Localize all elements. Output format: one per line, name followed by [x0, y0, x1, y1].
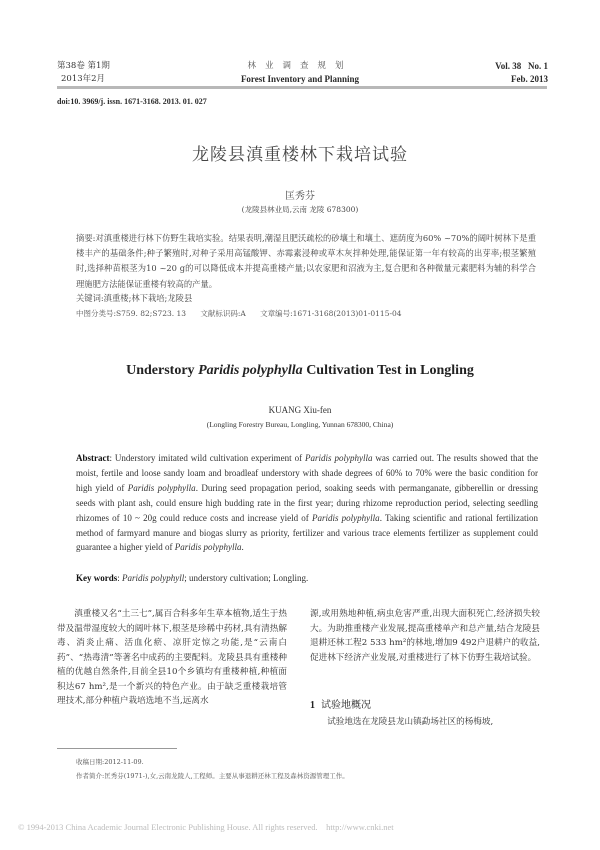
abstract-en — [76, 451, 538, 555]
abstract-label: Abstract — [76, 453, 110, 463]
title-en-pre: Understory — [126, 363, 199, 378]
title-cn: 龙陵县滇重楼林下栽培试验 — [192, 145, 408, 165]
keywords-label: Key words — [76, 573, 118, 583]
keywords-rest: ; understory cultivation; Longling. — [184, 573, 309, 583]
header-rule — [57, 86, 547, 89]
volume-issue-cn: 第38卷 第1期 — [57, 61, 110, 71]
date-en: Feb. 2013 — [511, 74, 548, 84]
journal-name-en: Forest Inventory and Planning — [240, 74, 360, 84]
author-cn: 匡秀芬 — [285, 191, 315, 202]
species-name: Paridis polyphylla — [312, 512, 380, 523]
footnote-author-bio: 作者简介:匡秀芬(1971-),女,云南龙陵人,工程师。主要从事退耕还林工程及森林资源管理工作。 — [76, 772, 349, 780]
doi[interactable]: doi:10. 3969/j. issn. 1671-3168. 2013. 01. 027 — [57, 97, 207, 106]
affiliation-cn: (龙陵县林业局,云南 龙陵 678300) — [241, 205, 359, 214]
species-name: Paridis polyphylla — [127, 482, 196, 493]
section-1-paragraph: 试验地选在龙陵县龙山镇勐场社区的杨梅坡, — [327, 717, 494, 727]
abstract-text: . — [241, 542, 244, 553]
intro-paragraph-cont: 源,或用熟地种植,病虫危害严重,出现大面积死亡,经济损失较大。为助推重楼产业发展,提高重楼单产和总产量,结合龙陵县退耕还林工程2 533 hm²的林地,增加9 492户退耕户的收益,促进林下经济产业发展,对重楼进行了林下仿野生栽培试验。 — [310, 609, 540, 663]
intro-paragraph: 滇重楼又名“土三七”,属百合科多年生草本植物,适生于热带及温带湿度较大的阔叶林下,根茎是珍稀中药材,具有清热解毒、消炎止痛、活血化瘀、凉肝定惊之功能,是“云南白药”、“热毒清”等著名中成药的主要配料。龙陵县具有重楼种植的优越自然条件,目前全县10个乡镇均有重楼种植,种植面积达67 hm²,是一个新兴的特色产业。由于缺乏重楼栽培管理技术,部分种植户栽培选地不当,远离水 — [57, 609, 287, 706]
title-en — [0, 363, 600, 379]
footnote-received: 收稿日期:2012-11-09. — [76, 758, 144, 766]
body-left-column — [57, 607, 287, 709]
abstract-cn: 摘要:对滇重楼进行林下仿野生栽培实验。结果表明,潮湿且肥沃疏松的砂壤土和壤土、遮荫度为60% ~70%的阔叶树林下是重楼丰产的基础条件;种子繁殖时,对种子采用高锰酸钾、赤霉素浸种或草木灰拌种处理,能保证第一年有较高的出芽率;根茎繁殖时,选择种苗根茎为10 ~20 g的可以降低成本并提高重楼产量;以农家肥和沼液为主,复合肥和各种微量元素肥料为辅的科学合理施肥方法能保证重楼有较高的产量。 — [76, 233, 536, 289]
section-title: 试验地概况 — [321, 700, 371, 711]
section-1-text — [310, 715, 540, 730]
keyword-species: Paridis polyphyll — [122, 573, 185, 583]
abstract-text: . Taking scientific and rational fertilization method of farmyard manure and biogas slurry as priority, fertilizer and various trace elements fertilizer as supplement could guarantee a higher yield of — [76, 512, 538, 553]
abstract-text: was carried out. The results showed that the moist, fertile and loose sandy loam and broadleaf understory with shade degrees of 60% to 70% were the basic condition for high yield of — [76, 453, 538, 493]
title-en-post: Cultivation Test in Longling — [302, 363, 474, 378]
species-name: Paridis polyphylla — [305, 453, 373, 463]
species-name: Paridis polyphylla — [174, 542, 242, 553]
keywords-colon: : — [117, 573, 123, 583]
section-heading-1 — [310, 696, 371, 711]
keywords-en — [76, 573, 308, 583]
date-cn: 2013年2月 — [61, 74, 106, 84]
classification-info: 中图分类号:S759. 82;S723. 13 文献标识码:A 文章编号:1671-3168(2013)01-0115-04 — [76, 309, 402, 318]
abstract-text: . During seed propagation period, soaking seeds with permanganate, gibberellin or dressing seeds with plant ash, could ensure high budding rate in the first year; during rhizome reproduction period, selecting seedling rhizomes of 10 ~ 20g could reduce costs and increase yield of — [76, 482, 538, 523]
copyright-notice: © 1994-2013 China Academic Journal Electronic Publishing House. All rights reserved. http://www.cnki.net — [18, 822, 394, 832]
journal-issue-en — [495, 60, 548, 86]
affiliation-en: (Longling Forestry Bureau, Longling, Yunnan 678300, China) — [206, 420, 394, 429]
title-en-species: Paridis polyphylla — [198, 363, 303, 378]
author-en: KUANG Xiu-fen — [268, 405, 332, 415]
abstract-text: : Understory imitated wild cultivation experiment of — [109, 453, 306, 463]
section-number: 1 — [310, 700, 315, 711]
volume-issue-en: Vol. 38 No. 1 — [495, 61, 548, 71]
journal-name-cn: 林业调查规划 — [247, 61, 353, 71]
body-right-column — [310, 607, 540, 665]
keywords-cn: 关键词:滇重楼;林下栽培;龙陵县 — [76, 293, 193, 303]
footnote-rule — [57, 748, 177, 749]
